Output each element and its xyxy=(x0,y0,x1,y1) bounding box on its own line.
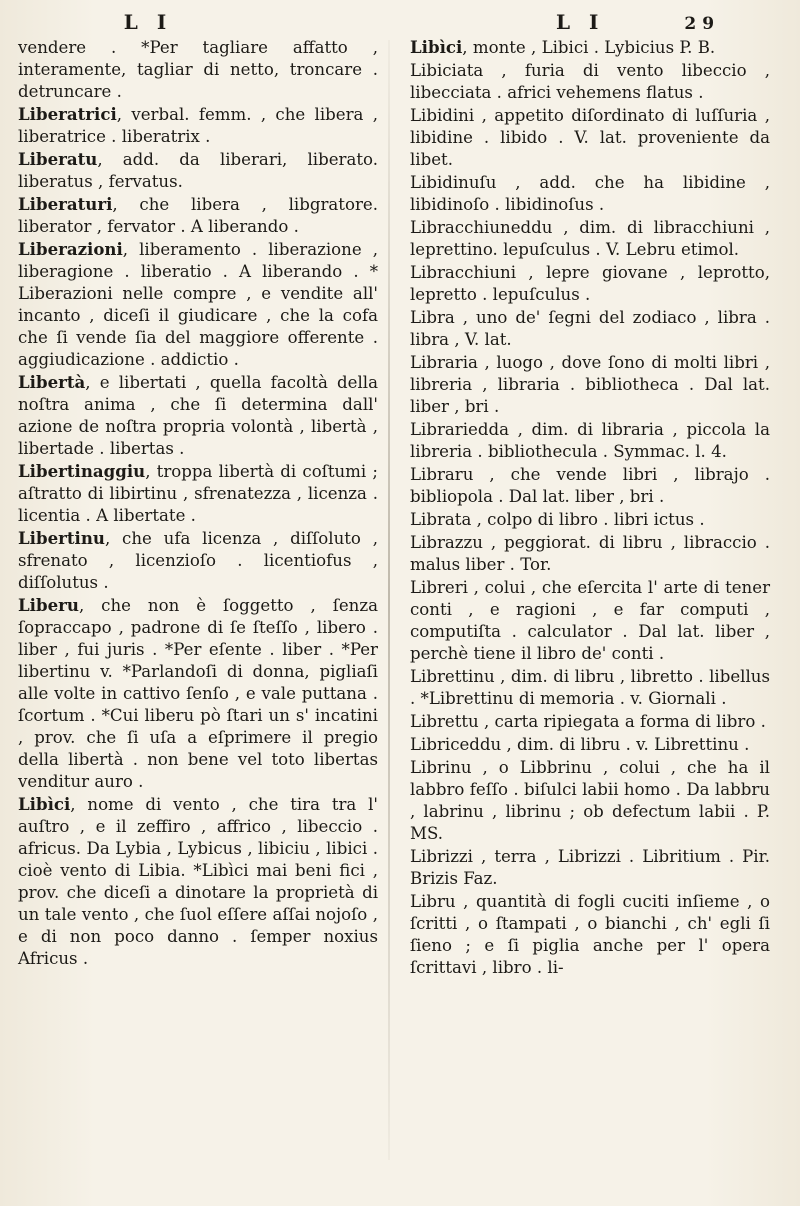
dictionary-entry: Libreri , colui , che eſercita l' arte di tener conti , e ragioni , e far computi , computiſta . calculator . Dal lat. liber , perchè tiene il libro de' conti . xyxy=(410,578,770,663)
page-number: 29 xyxy=(684,14,721,34)
dictionary-entry: Libertinaggiu, troppa libertà di coſtumi ; aſtratto di libirtinu , sfrenatezza , licenza . licentia . A libertate . xyxy=(18,461,378,525)
dictionary-entry: Liberu, che non è ſoggetto , ſenza ſopraccapo , padrone di ſe ſteſſo , libero . liber , fui juris . *Per eſente . liber . *Per libertinu v. *Parlandoſi di donna, pigliaſi alle volte in cattivo ſenſo , e vale puttana . ſcortum . *Cui liberu pò ſtari un s' incatini , prov. che ſi uſa a eſprimere il pregio della libertà . non bene vel toto libertas venditur auro . xyxy=(18,595,378,791)
dictionary-entry: Libidinuſu , add. che ha libidine , libidinoſo . libidinoſus . xyxy=(410,173,770,214)
dictionary-entry: Libertà, e libertati , quella facoltà della noſtra anima , che ſi determina dall' azione de noſtra propria volontà , libertà , libertade . libertas . xyxy=(18,372,378,458)
dictionary-entry: Liberatu, add. da liberari, liberato. liberatus , fervatus. xyxy=(18,149,378,191)
dictionary-entry: vendere . *Per tagliare affatto , interamente, tagliar di netto, troncare . detruncare . xyxy=(18,38,378,101)
dictionary-entry: Libru , quantità di fogli cuciti inſieme , o ſcritti , o ſtampati , o bianchi , ch' egli ſi ſieno ; e ſi piglia anche per l' opera ſcrittavi , libro . li- xyxy=(410,892,770,977)
dictionary-entry: Librinu , o Libbrinu , colui , che ha il labbro feſſo . biſulci labii homo . Da labbru , labrinu , librinu ; ob defectum labii . P. MS. xyxy=(410,758,770,843)
dictionary-entry: Libìci, nome di vento , che tira tra l' auſtro , e il zeffiro , affrico , libeccio . africus. Da Lybia , Lybicus , libiciu , libici . cioè vento di Libia. *Libìci mai beni fici , prov. che diceſi a dinotare la proprietà di un tale vento , che ſuol eſſere aſſai nojoſo , e di non poco danno . ſemper noxius Africus . xyxy=(18,794,378,968)
dictionary-entry: Libra , uno de' ſegni del zodiaco , libra . libra , V. lat. xyxy=(410,308,770,349)
right-header-letters: L I xyxy=(556,10,605,34)
dictionary-entry: Liberazioni, liberamento . liberazione , liberagione . liberatio . A liberando . * Liberazioni nelle compre , e vendite all' incanto , diceſi il giudicare , che la cofa che ſi vende ſia del maggiore offerente . aggiudicazione . addictio . xyxy=(18,239,378,369)
left-running-header: L I xyxy=(123,10,173,34)
dictionary-entry: Libidini , appetito diſordinato di luſſuria , libidine . libido . V. lat. proveniente da libet. xyxy=(410,106,770,169)
dictionary-entry: Libraria , luogo , dove ſono di molti libri , libreria , libraria . bibliotheca . Dal lat. liber , bri . xyxy=(410,353,770,416)
dictionary-entry: Librata , colpo di libro . libri ictus . xyxy=(410,510,705,529)
left-column xyxy=(18,0,378,1206)
right-entries xyxy=(410,36,770,979)
dictionary-entry: Librettu , carta ripiegata a forma di libro . xyxy=(410,712,766,731)
dictionary-entry: Libertinu, che ufa licenza , diſſoluto , sfrenato , licenzioſo . licentiofus , diſſolutus . xyxy=(18,528,378,592)
left-entries xyxy=(18,36,378,970)
page-gutter xyxy=(388,40,390,1160)
dictionary-entry: Librariedda , dim. di libraria , piccola la libreria . bibliothecula . Symmac. l. 4. xyxy=(410,420,770,461)
dictionary-entry: Librizzi , terra , Librizzi . Libritium . Pir. Brizis Faz. xyxy=(410,847,770,888)
dictionary-entry: Libìci, monte , Libici . Lybicius P. B. xyxy=(410,37,716,57)
right-running-header xyxy=(556,10,756,34)
dictionary-entry: Librettinu , dim. di libru , libretto . libellus . *Librettinu di memoria . v. Giornali . xyxy=(410,667,770,708)
dictionary-entry: Librazzu , peggiorat. di libru , libraccio . malus liber . Tor. xyxy=(410,533,770,574)
dictionary-entry: Liberatrici, verbal. femm. , che libera , liberatrice . liberatrix . xyxy=(18,104,378,146)
dictionary-entry: Libracchiuni , lepre giovane , leprotto, lepretto . lepuſculus . xyxy=(410,263,770,304)
dictionary-entry: Libraru , che vende libri , librajo . bibliopola . Dal lat. liber , bri . xyxy=(410,465,770,506)
dictionary-entry: Liberaturi, che libera , libgratore. liberator , fervator . A liberando . xyxy=(18,194,378,236)
dictionary-entry: Libracchiuneddu , dim. di libracchiuni , leprettino. lepuſculus . V. Lebru etimol. xyxy=(410,218,770,259)
dictionary-entry: Libiciata , furia di vento libeccio , libecciata . africi vehemens flatus . xyxy=(410,61,770,102)
dictionary-entry: Libriceddu , dim. di libru . v. Librettinu . xyxy=(410,735,750,754)
right-column xyxy=(410,0,770,1206)
